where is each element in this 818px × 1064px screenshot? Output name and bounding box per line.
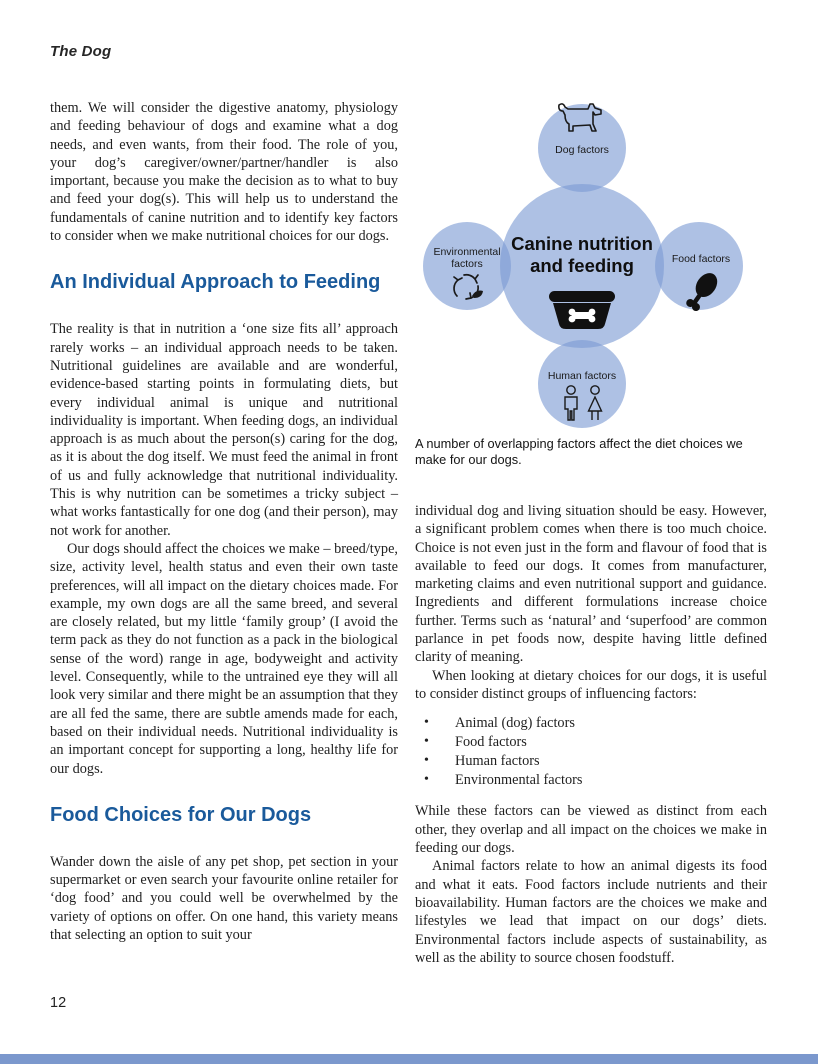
central-title-line1: Canine nutrition: [511, 233, 653, 254]
bullet-text: Animal (dog) factors: [455, 715, 575, 732]
paragraph-reality: The reality is that in nutrition a ‘one size fits all’ approach rarely works – an individual approach needs to be taken. Nutritional guidelines are available and are wonderful, evidence-based starting points in formulating diets, but every individual animal is unique and nutritional individuality is important. When feeding dogs, an individual approach is as much about the person(s) caring for the dog, as it is about the dog itself. We must feed the animal in front of us and fully acknowledge that nutritional individuality. This is why nutrition can be sometimes a tricky subject – what works fantastically for one dog (and their person), may not work for another.: [50, 321, 398, 539]
central-title-line2: and feeding: [530, 255, 634, 276]
left-column: [50, 99, 398, 944]
paragraph-animal-factors: Animal factors relate to how an animal digests its food and what it eats. Food factors include nutrients and their bioavailability. Human factors are the choices we make and lifestyles we lead that impact on our dogs’ diets. Environmental factors include aspects of sustainability, as well as the ability to source chosen foodstuff.: [415, 858, 767, 966]
bullet-text: Food factors: [455, 734, 527, 751]
environmental-factors-label-line2: factors: [451, 258, 483, 270]
paragraph-our-dogs: Our dogs should affect the choices we make – breed/type, size, activity level, health status and even their own taste preferences, will all impact on the dietary choices made. For example, my own dogs are all the same breed, and several are closely related, but my little ‘family group’ (I avoid the term pack as they do not function as a pack in the biological sense of the word) range in age, bodyweight and activity level. Consequently, while to the untrained eye they will all look very similar and there might be an assumption that they are all fed the same, there are subtle amends made for each, based on their individual needs. Nutritional individuality is an important concept for supporting a long, healthy life for our dogs.: [50, 540, 398, 777]
factors-bullet-list: [415, 714, 767, 789]
page-number: 12: [50, 995, 67, 1011]
section-heading-food-choices: Food Choices for Our Dogs: [50, 803, 312, 826]
list-item: [415, 771, 767, 790]
figure-caption: A number of overlapping factors affect the diet choices we make for our dogs.: [415, 436, 743, 467]
right-column: [415, 502, 767, 967]
dog-bowl-icon: [549, 291, 615, 329]
footer-bar: [0, 1054, 818, 1064]
paragraph-intro: them. We will consider the digestive anatomy, physiology and feeding behaviour of dogs and examine what a dog needs, and even wants, from their food. The role of you, your dog’s caregiver/owner/partner/handler is also important, because you make the decision as to what to buy and feed your dog(s). This will help us to understand the fundamentals of canine nutrition and to identify key factors to consider when we make nutritional choices for our dogs.: [50, 100, 398, 245]
list-item: [415, 752, 767, 771]
list-item: [415, 714, 767, 733]
paragraph-when-looking: When looking at dietary choices for our dogs, it is useful to consider distinct groups of influencing factors:: [415, 667, 767, 702]
running-head: The Dog: [50, 43, 112, 60]
bullet-text: Human factors: [455, 752, 540, 769]
list-item: [415, 733, 767, 752]
dog-factors-label: Dog factors: [555, 144, 609, 156]
human-factors-circle: [538, 340, 626, 428]
bullet-text: Environmental factors: [455, 771, 583, 788]
factors-diagram: [412, 98, 768, 436]
environmental-factors-label-line1: Environmental: [433, 246, 501, 258]
paragraph-individual: individual dog and living situation should be easy. However, a significant problem comes when there is too much choice. Choice is not even just in the form and flavour of food that is available to feed our dogs. It comes from manufacturer, marketing claims and even nutritional support and guidance. Ingredients and different formulations increase choice further. Terms such as ‘natural’ and ‘superfood’ are common parlance in pet foods now, despite having little defined clarity of meaning.: [415, 503, 767, 666]
food-factors-label: Food factors: [671, 253, 731, 265]
paragraph-while: While these factors can be viewed as distinct from each other, they overlap and all impact on the choices we make in feeding our dogs.: [415, 803, 767, 857]
paragraph-wander: Wander down the aisle of any pet shop, pet section in your supermarket or even search your favourite online retailer for ‘dog food’ and you could well be overwhelmed by the variety of options on offer. On one hand, this variety means that selecting an option to suit your: [50, 853, 398, 943]
human-factors-label: Human factors: [547, 370, 617, 382]
section-heading-individual-approach: An Individual Approach to Feeding: [50, 271, 381, 294]
